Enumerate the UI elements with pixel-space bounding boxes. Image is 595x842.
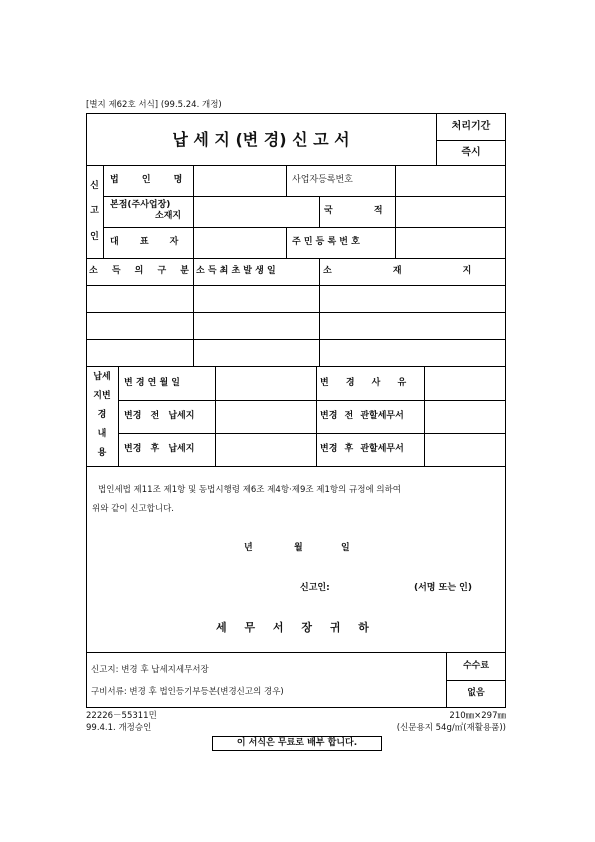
date-day-label: 일 bbox=[341, 543, 350, 553]
income-type-cell[interactable] bbox=[87, 286, 192, 311]
income-type-cell[interactable] bbox=[87, 313, 192, 338]
income-location-cell[interactable] bbox=[320, 286, 505, 311]
income-date-cell[interactable] bbox=[194, 340, 318, 365]
after-tax-place-label: 변경 후 납세지 bbox=[124, 444, 195, 454]
reporter-section-label-1: 신 bbox=[90, 181, 99, 191]
business-reg-label: 사업자등록번호 bbox=[292, 175, 353, 185]
declaration-text-line2: 위와 같이 신고합니다. bbox=[92, 504, 175, 514]
reporter-signature-field[interactable] bbox=[338, 580, 408, 596]
change-date-label: 변 경 연 월 일 bbox=[124, 378, 181, 388]
form-code: 22226－55311민 bbox=[86, 711, 157, 721]
attachments-text: 구비서류: 변경 후 법인등기부등본(변경신고의 경우) bbox=[91, 687, 284, 697]
after-office-field[interactable] bbox=[425, 434, 505, 465]
change-section-label-5: 용 bbox=[97, 448, 107, 458]
corp-name-label: 법 인 명 bbox=[110, 175, 183, 185]
change-reason-label: 변 경 사 유 bbox=[320, 378, 407, 388]
change-section-label-1: 납세 bbox=[93, 372, 111, 382]
business-reg-field[interactable] bbox=[396, 166, 505, 195]
date-year-label: 년 bbox=[244, 543, 253, 553]
resident-reg-label: 주 민 등 록 번 호 bbox=[292, 237, 360, 247]
before-tax-place-label: 변경 전 납세지 bbox=[124, 411, 195, 421]
income-first-date-header: 소 득 최 초 발 생 일 bbox=[196, 266, 276, 276]
income-date-cell[interactable] bbox=[194, 313, 318, 338]
resident-reg-field[interactable] bbox=[396, 228, 505, 257]
paper-spec: (신문용지 54g/㎡(재활용품)) bbox=[396, 723, 506, 733]
income-date-cell[interactable] bbox=[194, 286, 318, 311]
head-office-location-label: 소재지 bbox=[155, 211, 182, 221]
after-office-label: 변경 후 관할세무서 bbox=[320, 444, 404, 454]
change-reason-field[interactable] bbox=[425, 367, 505, 399]
representative-label: 대 표 자 bbox=[110, 237, 179, 247]
nationality-field[interactable] bbox=[396, 197, 505, 226]
representative-field[interactable] bbox=[194, 228, 285, 257]
form-title: 납 세 지 (변 경) 신 고 서 bbox=[172, 130, 350, 149]
before-tax-place-field[interactable] bbox=[216, 401, 315, 432]
head-office-field[interactable] bbox=[194, 197, 318, 226]
reporter-section-label-2: 고 bbox=[90, 206, 99, 216]
signature-or-seal-label: (서명 또는 인) bbox=[414, 583, 472, 593]
income-location-cell[interactable] bbox=[320, 313, 505, 338]
after-tax-place-field[interactable] bbox=[216, 434, 315, 465]
head-office-label: 본점(주사업장) bbox=[110, 200, 171, 210]
income-location-header: 소 재 지 bbox=[323, 266, 472, 276]
approval-note: 99.4.1. 개정승인 bbox=[86, 723, 152, 733]
income-type-cell[interactable] bbox=[87, 340, 192, 365]
change-section-label-4: 내 bbox=[97, 429, 107, 439]
change-date-field[interactable] bbox=[216, 367, 315, 399]
fee-label: 수수료 bbox=[462, 661, 490, 671]
fee-value: 없음 bbox=[467, 688, 485, 698]
before-office-label: 변경 전 관할세무서 bbox=[320, 411, 404, 421]
processing-period-label: 처리기간 bbox=[451, 121, 491, 132]
addressee: 세 무 서 장 귀 하 bbox=[216, 621, 369, 634]
reporter-signature-label: 신고인: bbox=[300, 583, 330, 593]
before-office-field[interactable] bbox=[425, 401, 505, 432]
income-location-cell[interactable] bbox=[320, 340, 505, 365]
declaration-text-line1: 법인세법 제11조 제1항 및 동법시행령 제6조 제4항·제9조 제1항의 규정에 의하여 bbox=[98, 485, 401, 495]
form-reference: [별지 제62호 서식] (99.5.24. 개정) bbox=[86, 100, 222, 110]
corp-name-field[interactable] bbox=[194, 166, 285, 195]
date-month-label: 월 bbox=[294, 543, 303, 553]
income-type-header: 소 득 의 구 분 bbox=[89, 266, 190, 276]
change-section-label-2: 지변 bbox=[93, 391, 111, 401]
paper-size: 210㎜×297㎜ bbox=[449, 711, 506, 721]
processing-period-value: 즉시 bbox=[461, 147, 481, 158]
free-notice: 이 서식은 무료로 배부 합니다. bbox=[236, 738, 358, 748]
submit-to-text: 신고지: 변경 후 납세지세무서장 bbox=[91, 665, 209, 675]
free-notice-box bbox=[212, 736, 382, 751]
reporter-section-label-3: 인 bbox=[90, 232, 99, 242]
change-section-label-3: 경 bbox=[97, 410, 107, 420]
nationality-label: 국 적 bbox=[324, 206, 383, 216]
